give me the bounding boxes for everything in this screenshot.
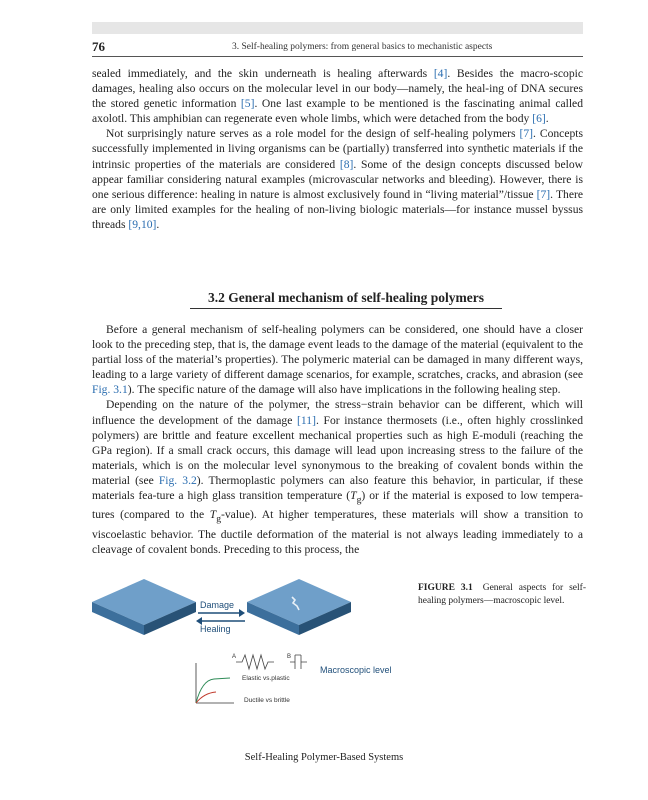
text-run: . (156, 217, 160, 231)
page-number: 76 (92, 39, 105, 54)
damaged-block (247, 579, 351, 635)
body-text-top (92, 66, 583, 232)
caption-text: General aspects for self-healing polymers—macroscopic level. (418, 583, 586, 606)
text-run: . For instance thermosets (i.e., often highly crosslinked polymers) are brittle and feature excellent mechanical properties such as high E-moduli (reaching the GPa region). If a small crack occurs, this damage will lead upon increasing stress to the failure of the materials, which is on the molecular level synonymous to the breaking of covalent bonds within the material (see (92, 413, 583, 487)
damage-arrow (198, 609, 245, 617)
section-title: 3.2 General mechanism of self-healing polymers (190, 290, 502, 309)
symbol-subscript: g (216, 513, 222, 525)
ductile-brittle-label: Ductile vs brittle (244, 697, 290, 704)
text-run: . One last example to be mentioned is the fascinating animal called axolotl. This amphibian can regenerate even whole limbs, which were detached from the body (92, 97, 583, 126)
spring-icon (236, 655, 274, 669)
text-run: . (545, 112, 549, 126)
paragraph-2 (92, 126, 583, 232)
paragraph-3 (92, 322, 583, 397)
text-run: ). Thermoplastic polymers can also feature this behavior, in particular, if these materials fea-ture a high glass transition temperature ( (92, 473, 583, 503)
figure-link[interactable]: Fig. 3.1 (92, 383, 128, 397)
text-run: -value). At higher temperatures, these materials will show a transition to viscoelastic behavior. The ductile deformation of the material is not always leading immediately to a cleavage of covalent bonds. Preceding to this process, the (92, 508, 583, 556)
damage-label: Damage (200, 600, 235, 610)
paragraph-1 (92, 66, 583, 126)
citation-link[interactable]: [6] (532, 112, 546, 126)
stress-strain-plot (196, 663, 234, 703)
text-run: Not surprisingly nature serves as a role model for the design of self-healing polymers (106, 127, 520, 141)
spring-b-label: B (287, 654, 292, 660)
elastic-plastic-label: Elastic vs.plastic (242, 675, 290, 682)
text-run: . Besides the macro-scopic damages, healing also occurs on the molecular level in our body—namely, the heal-ing of DNA secures the stored genetic information (92, 67, 583, 111)
running-head: 3. Self-healing polymers: from general basics to mechanistic aspects (232, 42, 493, 52)
text-run: sealed immediately, and the skin underneath is healing afterwards (92, 67, 434, 80)
citation-link[interactable]: [5] (240, 97, 255, 111)
dashpot-icon (290, 655, 307, 669)
text-run: . Some of the design concepts discussed below appear familiar considering natural examples (microvascular networks and bleeding). However, there is one serious difference: healing in nature is almost exclusively found in “living material”/tissue (92, 157, 583, 201)
body-text-main (92, 322, 583, 557)
healing-label: Healing (200, 624, 231, 634)
header-rule (92, 56, 583, 57)
citation-link[interactable]: [8] (339, 157, 354, 171)
figure-caption (418, 582, 586, 607)
footer-title: Self-Healing Polymer-Based Systems (244, 752, 404, 763)
text-run: ). The specific nature of the damage will also have implications in the following healing step. (127, 383, 561, 397)
spring-a-label: A (232, 654, 237, 660)
figure-link[interactable]: Fig. 3.2 (158, 473, 197, 487)
figure-3-1 (92, 575, 412, 720)
paragraph-4 (92, 397, 583, 557)
citation-link[interactable]: [4] (433, 67, 448, 80)
text-run: ) or if the material is exposed to low tempera-tures (compared to the (92, 489, 583, 522)
macroscopic-level-label: Macroscopic level (320, 665, 392, 675)
citation-link[interactable]: [9,10] (128, 217, 157, 231)
symbol-subscript: g (356, 494, 362, 506)
symbol-t: T (350, 489, 357, 503)
text-run: Before a general mechanism of self-healing polymers can be considered, one should have a closer look to the preceding step, that is, the damage event leads to the damage of the material (equivalent to the partial loss of the material’s properties). The polymeric material can be damaged in many different ways, leading to a large variety of different damage scenarios, for example, scratches, cracks, and abrasion (see (92, 323, 583, 382)
citation-link[interactable]: [7] (519, 127, 533, 141)
text-run: . Concepts successfully implemented in living organisms can be (partially) transferred into synthetic materials if the intrinsic properties of the materials are considered (92, 127, 583, 171)
caption-label: FIGURE 3.1 (418, 583, 473, 593)
symbol-t: T (209, 508, 217, 522)
intact-block (92, 579, 196, 635)
citation-link[interactable]: [11] (297, 413, 316, 427)
citation-link[interactable]: [7] (536, 187, 551, 201)
text-run: . There are only limited examples for the healing of non-living biologic materials—for instance mussel byssus threads (92, 187, 583, 231)
text-run: Depending on the nature of the polymer, the stress−strain behavior can be different, which will influence the development of the damage (92, 398, 583, 427)
header-bar (92, 22, 583, 34)
